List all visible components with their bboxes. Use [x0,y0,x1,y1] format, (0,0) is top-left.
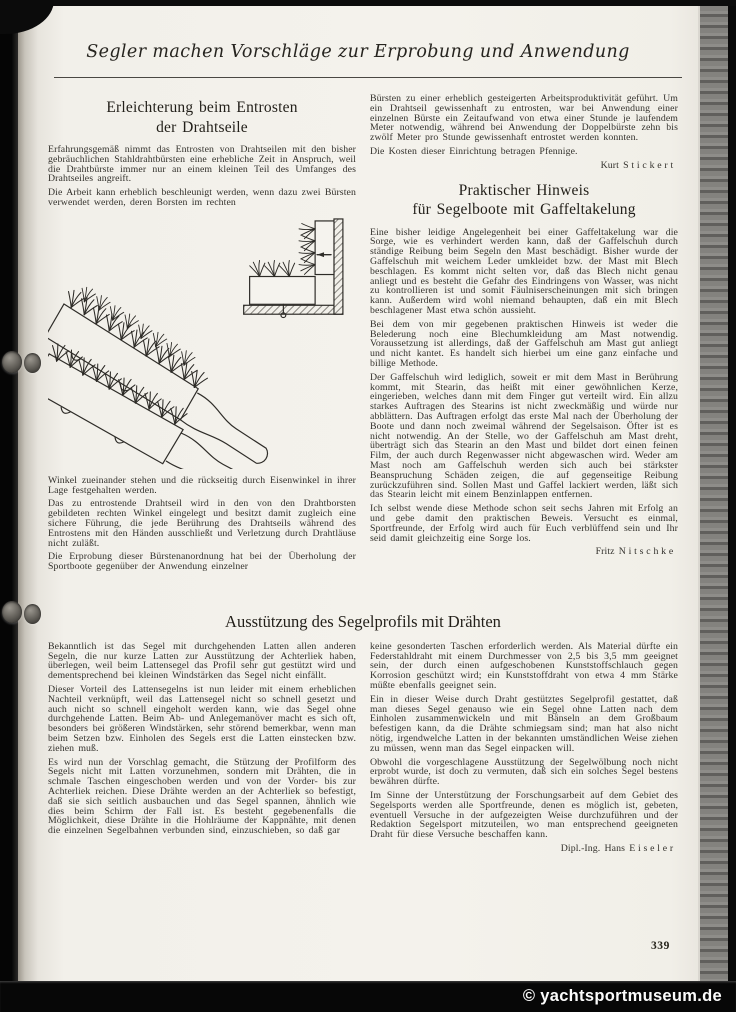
watermark: © yachtsportmuseum.de [522,987,722,1005]
scan-right-edge [728,0,736,1012]
scanned-magazine-page [18,6,698,981]
paragraph: Das zu entrostende Drahtseil wird in den von den Drahtborsten gebildeten rechten Winkel eingelegt und besitzt damit zugleich eine sichere Führung, die jede Berührung des Drahtseils während des Entrostens mit den Händen ausschließt und Verletzung durch Drahtläuse nicht zuläßt. [48,498,356,549]
left-column [48,94,356,576]
paragraph: Eine bisher leidige Angelegenheit bei einer Gaffeltakelung war die Sorge, wie es verhindert werden kann, daß der Gaffelschuh durch ständige Reibung beim Segeln den Mast beschädigt. Bisher wurde der Gaffelschuh mit weichem Leder umkleidet bzw. der Mast mit Blech beschlagen. Es kommt nicht selten vor, daß das Blech nicht genau anliegt und es besteht die Gefahr des Eindringens von Wasser, was nicht zu kontrollieren ist und somit Fäulniserscheinungen mit sich bringen kann. Außerdem wird wohl niemand behaupten, daß ein mit Blech beschlagener Mast etwa schön aussieht. [370,226,678,316]
article3-section [48,612,678,859]
paragraph: Bei dem von mir gegebenen praktischen Hinweis ist weder die Belederung noch eine Blechumkleidung am Mast notwendig. Voraussetzung ist allerdings, daß der Gaffelschuh am Mast gut anliegt und nicht kantet. Es handelt sich hierbei um eine ganz einfache und billige Methode. [370,318,678,369]
paragraph: keine gesonderten Taschen erforderlich werden. Als Material dürfte ein Federstahldraht mit einem Durchmesser von 2,5 bis 3,5 mm geeignet sein, der durch einen aufgeschobenen Kunststoffschlauch gegen Korrosion geschützt wird; ein Kunststoffdraht von etwa 4 mm Stärke müßte ebenfalls geeignet sein. [370,640,678,691]
paragraph: Bekanntlich ist das Segel mit durchgehenden Latten allen anderen Segeln, die nur kurze Latten zur Ausstützung der Achterliek haben, überlegen, weil beim Lattensegel das Profil sehr gut gestützt wird und dementsprechend bei kleinen Windstärken das Segel nicht einfällt. [48,640,356,682]
paragraph: Bürsten zu einer erheblich gesteigerten Arbeitsproduktivität geführt. Um ein Drahtseil gewissenhaft zu entrosten, war bei Anwendung einer einzelnen Bürste ein Zeitaufwand von etwa einer Stunde je laufendem Meter notwendig, während bei Anwendung der Doppelbürste zehn bis zwölf Meter pro Stunde gewissenhaft entrostet werden konnten. [370,93,678,144]
paragraph: Der Gaffelschuh wird lediglich, soweit er mit dem Mast in Berührung kommt, mit Stearin, das heißt mit einer gewöhnlichen Kerze, eingerieben, welches dann mit dem Finger gut verteilt wird. Ein allzu starkes Auftragen des Stearins ist nicht zweckmäßig und würde nur abblättern. Das Auftragen erfolgt das erste Mal nach der Überholung der Boote und dann noch zweimal während der Segelsaison. Öfter ist es nicht notwendig. An der Stelle, wo der Gaffelschuh am Mast dreht, überträgt sich das Stearin an den Mast und bildet dort einen feinen Film, der auch durch Regenwasser nicht abgewaschen wird. Weder am Mast noch am Gaffelschuh werden sich auch bei stärkster Beanspruchung Schäden zeigen, die auf gegenseitige Reibung zurückzuführen sind. Sollen Mast und Gaffel lackiert werden, läßt sich das Stearin leicht mit einem Benzinlappen entfernen. [370,371,678,501]
page-number: 339 [650,940,670,952]
binder-hole [2,601,22,623]
main-two-column-area [48,94,678,576]
signature-hans-eiseler: Dipl.-Ing. Hans Eiseler [560,842,676,854]
paragraph: Obwohl die vorgeschlagene Ausstützung der Segelwölbung noch nicht erprobt wurde, ist doch zu vermuten, daß sich ein solches Segel bestens bewähren dürfte. [370,756,678,788]
paragraph: Die Arbeit kann erheblich beschleunigt werden, wenn dazu zwei Bürsten verwendet werden, deren Borsten im rechten [48,187,356,209]
wire-brush-illustration [48,213,356,469]
paragraph: Dieser Vorteil des Lattensegelns ist nun leider mit einem erheblichen Nachteil verknüpft, weil das Lattensegel nicht so schnell gesetzt und auch nicht so schnell eingeholt werden kann, wie das Segel ohne durchgehende Latten. Beim Ab- und Anlegemanöver macht es sich oft, besonders bei größeren Windstärken, sehr störend bemerkbar, wenn man beim Setzen bzw. Einholen des Segels erst die Latten einstecken bzw. ziehen muß. [48,683,356,754]
binder-hole [24,604,41,624]
paragraph: Winkel zueinander stehen und die rückseitig durch Eisenwinkel in ihrer Lage festgehalten werden. [48,474,356,496]
brush-angle-diagram [244,219,343,318]
article1-title: Erleichterung beim Entrosten der Drahtseile [106,99,298,136]
binder-hole [2,351,22,373]
paragraph: Es wird nun der Vorschlag gemacht, die Stützung der Profilform des Segels nicht mit Latten vorzunehmen, sondern mit Drähten, die in schmale Taschen eingeschoben werden und von der Vorder- bis zur Achterliek reichen. Diese Drähte werden an der Achterliek so befestigt, daß sie sich seitlich ausbauchen und das Segel spannen, ähnlich wie dies beim Schirm der Fall ist. Es besteht gegebenenfalls die Möglichkeit, diese Drähte in die Hohlräume der Kappnähte, mit denen die einzelnen Segelbahnen verbunden sind, einzuschieben, so daß gar [48,756,356,837]
right-column [370,94,678,576]
scan-top-border [0,0,736,6]
binder-hole [24,353,41,373]
paragraph: Ich selbst wende diese Methode schon seit sechs Jahren mit Erfolg an und gebe damit den praktischen Beweis. Versucht es einmal, Sportfreunde, der Erfolg wird auch für Euch verblüffend sein und Ihr seid damit gleichzeitig eine Sorge los. [370,503,678,544]
article3-title: Ausstützung des Segelprofils mit Drähten [225,612,501,631]
signature-fritz-nitschke: Fritz Nitschke [595,546,676,558]
article3-left-column [48,642,356,859]
article3-right-column [370,642,678,859]
scan-left-edge [0,0,18,1012]
paragraph: Im Sinne der Unterstützung der Forschungsarbeit auf dem Gebiet des Segelsports werden alle Sportfreunde, denen es möglich ist, gebeten, eventuell Versuche in der aufgezeigten Weise durchzuführen und der Redaktion Segelsport mitzuteilen, wo man entsprechend geeigneten Draht für diese Versuche beschaffen kann. [370,789,678,841]
page-header-title: Segler machen Vorschläge zur Erprobung und Anwendung [86,42,630,62]
paragraph: Die Erprobung dieser Bürstenanordnung hat bei der Überholung der Sportboote gegenüber der Anwendung einzelner [48,551,356,573]
signature-kurt-stickert: Kurt Stickert [600,159,676,171]
paragraph: Die Kosten dieser Einrichtung betragen Pfennige. [370,145,578,157]
paragraph: Ein in dieser Weise durch Draht gestütztes Segelprofil gestattet, daß man dieses Segel genauso wie ein Segel ohne Latten nach dem Einholen zusammenwickeln und mit Bänseln an dem Großbaum befestigen kann, da die Drähte schmiegsam sind; man hat also nicht nötig, irgendwelche Latten in der bekannten umständlichen Weise ziehen zu müssen, wenn man das Segel einpacken will. [370,693,678,754]
paragraph: Erfahrungsgemäß nimmt das Entrosten von Drahtseilen mit den bisher gebräuchlichen Stahldrahtbürsten eine erhebliche Zeit in Anspruch, weil die Drahtbürste immer nur an einem kleinen Teil des Umfanges des Drahtseiles angreift. [48,144,356,185]
header-divider-line [54,77,682,78]
book-fore-edge [698,0,730,1012]
article2-title: Praktischer Hinweis für Segelboote mit Gaffeltakelung [412,181,636,219]
scan-bottom-border [0,981,736,1012]
